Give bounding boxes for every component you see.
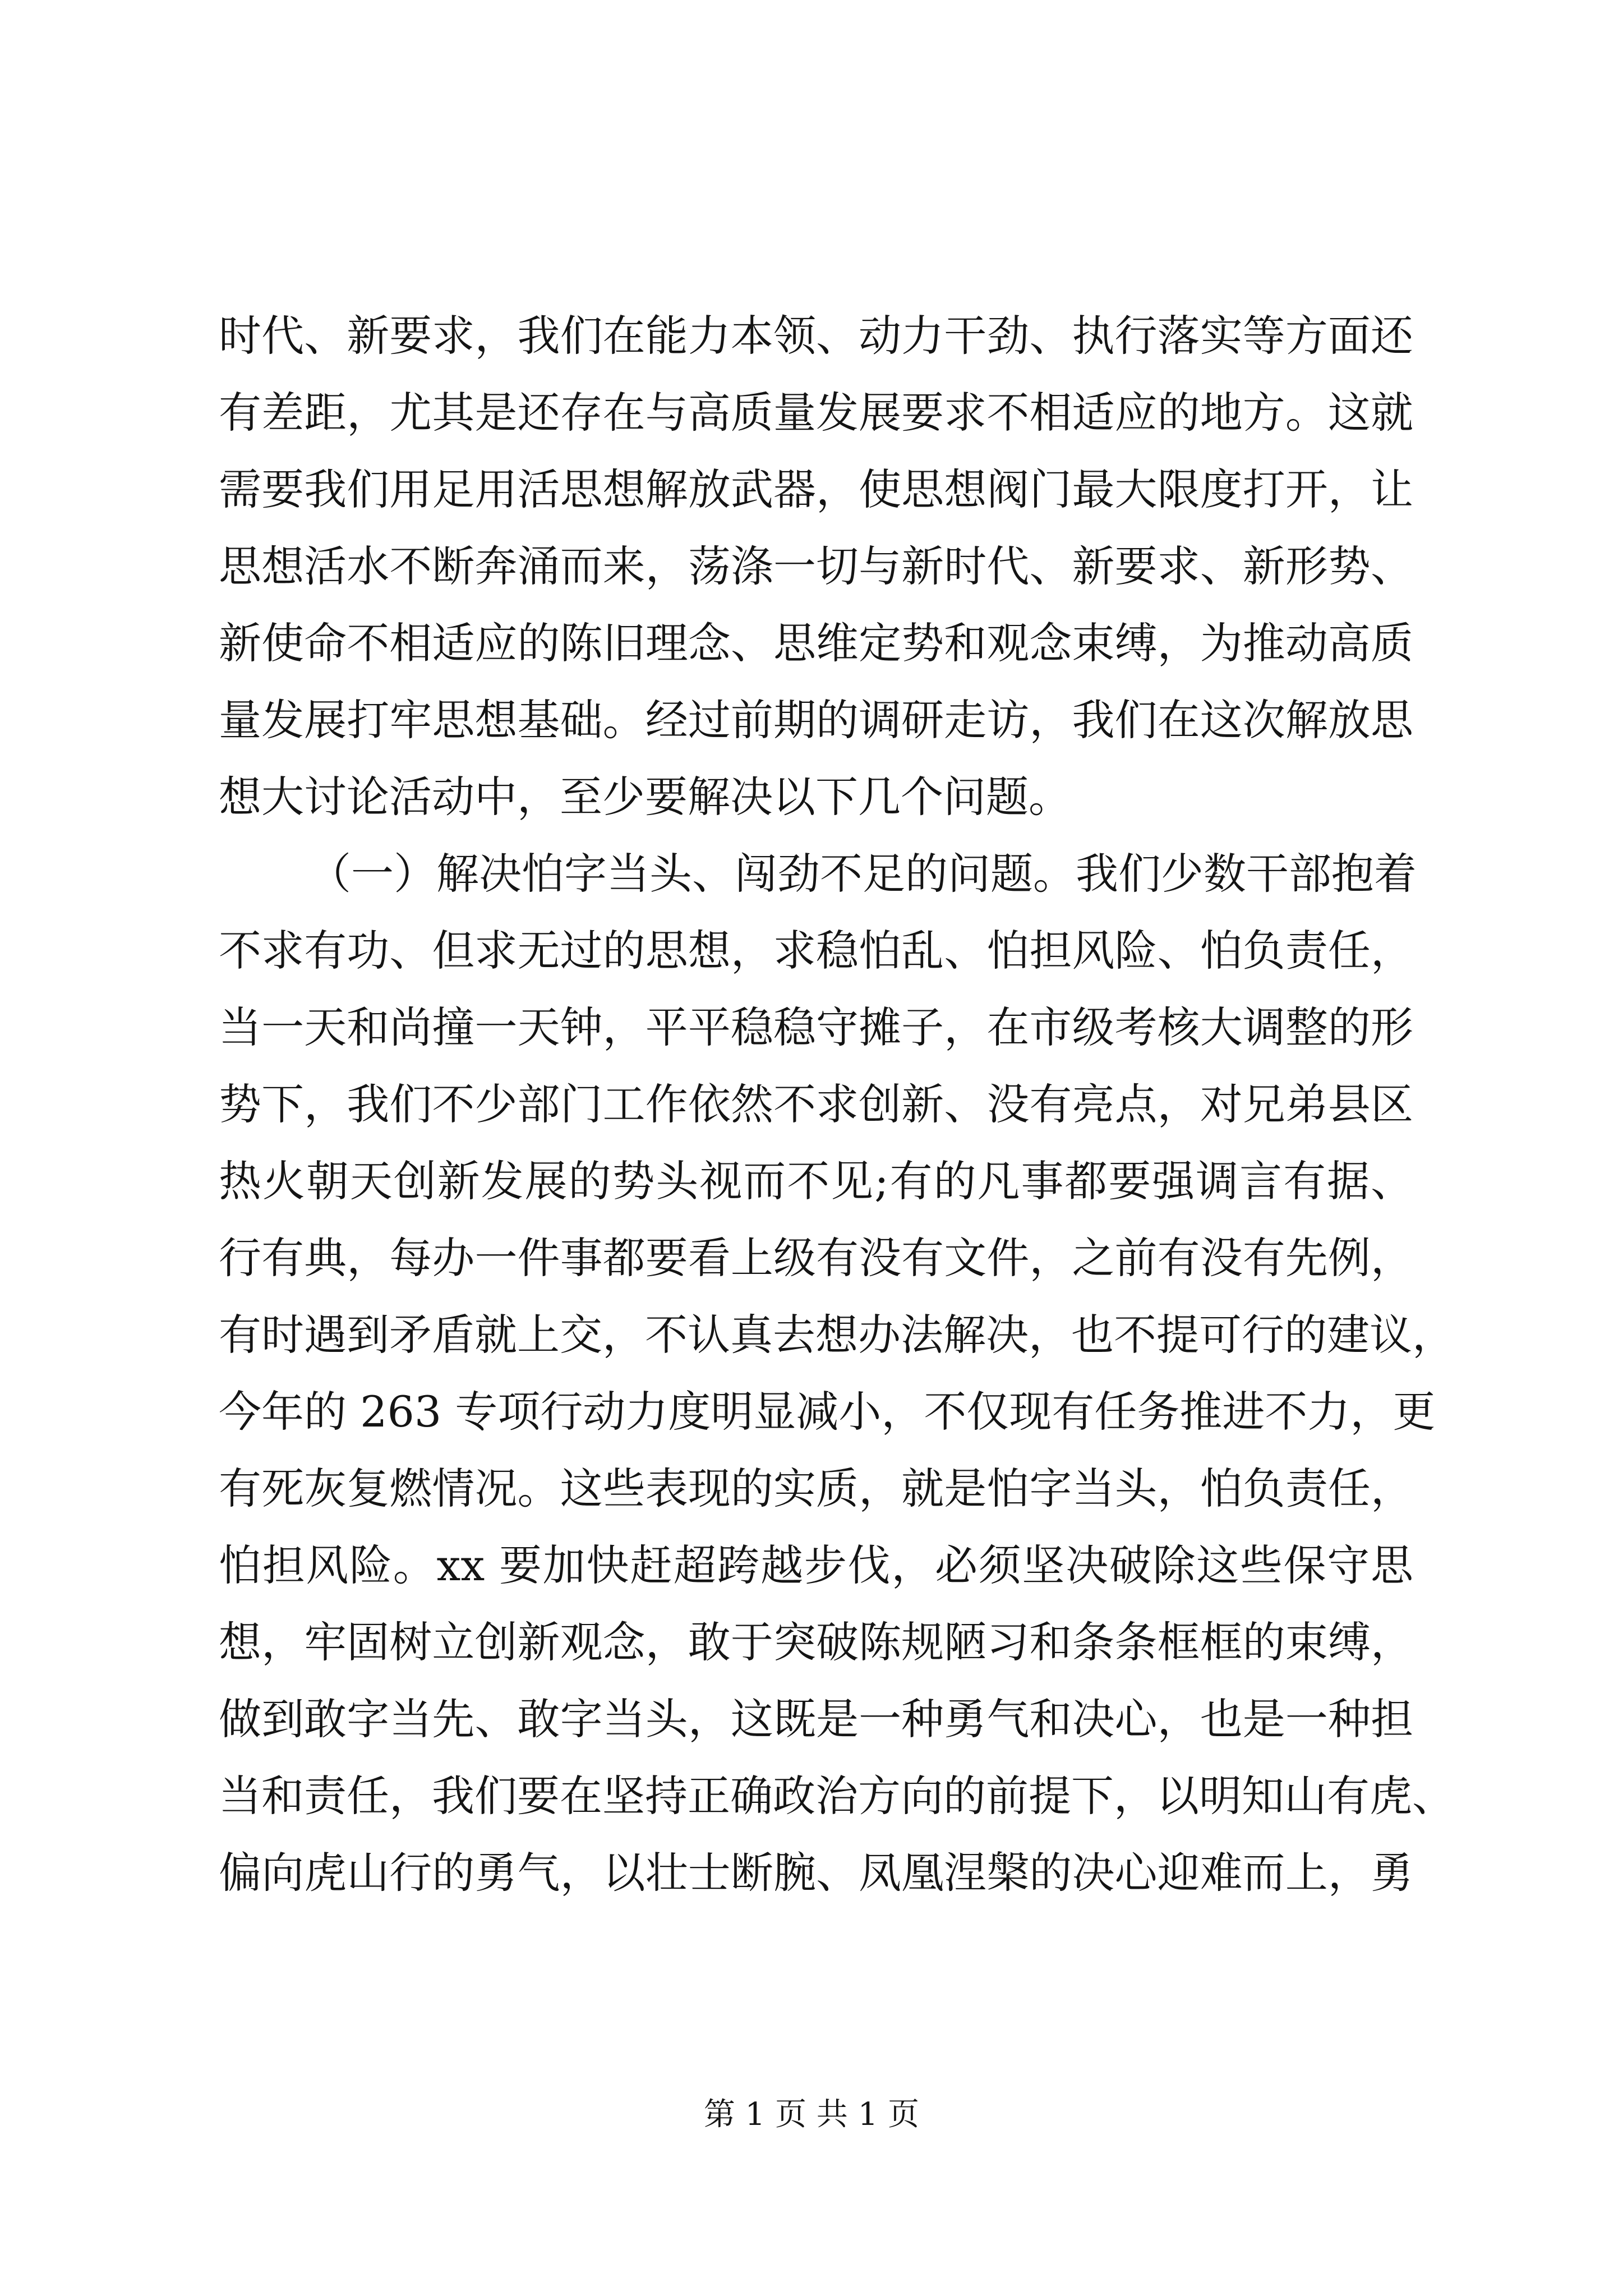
text-line: 今年的 263 专项行动力度明显减小，不仅现有任务推进不力，更	[219, 1387, 1436, 1437]
text-line: 偏向虎山行的勇气，以壮士断腕、凤凰涅槃的决心迎难而上，勇	[219, 1848, 1413, 1898]
text-line: 有时遇到矛盾就上交，不认真去想办法解决，也不提可行的建议，	[219, 1310, 1455, 1360]
text-line: 新使命不相适应的陈旧理念、思维定势和观念束缚，为推动高质	[219, 618, 1413, 668]
text-line: 思想活水不断奔涌而来，荡涤一切与新时代、新要求、新形势、	[219, 541, 1413, 591]
page-footer	[0, 2095, 1623, 2134]
text-line: 需要我们用足用活思想解放武器，使思想阀门最大限度打开，让	[219, 464, 1413, 514]
text-line: 量发展打牢思想基础。经过前期的调研走访，我们在这次解放思	[219, 695, 1413, 745]
text-line: 做到敢字当先、敢字当头，这既是一种勇气和决心，也是一种担	[219, 1694, 1413, 1744]
text-line: 时代、新要求，我们在能力本领、动力干劲、执行落实等方面还	[219, 311, 1413, 361]
text-line: 想大讨论活动中，至少要解决以下几个问题。	[219, 772, 1071, 822]
text-line: 当和责任，我们要在坚持正确政治方向的前提下，以明知山有虎、	[219, 1771, 1455, 1821]
text-line: 有差距，尤其是还存在与高质量发展要求不相适应的地方。这就	[219, 388, 1413, 438]
page-number-label: 第 1 页 共 1 页	[703, 2096, 920, 2133]
document-body	[219, 297, 1455, 1911]
text-line: 怕担风险。xx 要加快赶超跨越步伐，必须坚决破除这些保守思	[219, 1540, 1413, 1590]
text-line: 行有典，每办一件事都要看上级有没有文件，之前有没有先例，	[219, 1233, 1413, 1283]
text-line: 有死灰复燃情况。这些表现的实质，就是怕字当头，怕负责任，	[219, 1464, 1413, 1513]
text-line: 热火朝天创新发展的势头视而不见;有的凡事都要强调言有据、	[219, 1156, 1413, 1206]
text-line: 当一天和尚撞一天钟，平平稳稳守摊子，在市级考核大调整的形	[219, 1002, 1413, 1052]
text-line: 想，牢固树立创新观念，敢于突破陈规陋习和条条框框的束缚，	[219, 1617, 1413, 1667]
text-line: 势下，我们不少部门工作依然不求创新、没有亮点，对兄弟县区	[219, 1079, 1413, 1129]
paragraph-heading-line: （一）解决怕字当头、闯劲不足的问题。我们少数干部抱着	[308, 849, 1417, 899]
text-line: 不求有功、但求无过的思想，求稳怕乱、怕担风险、怕负责任，	[219, 926, 1413, 976]
